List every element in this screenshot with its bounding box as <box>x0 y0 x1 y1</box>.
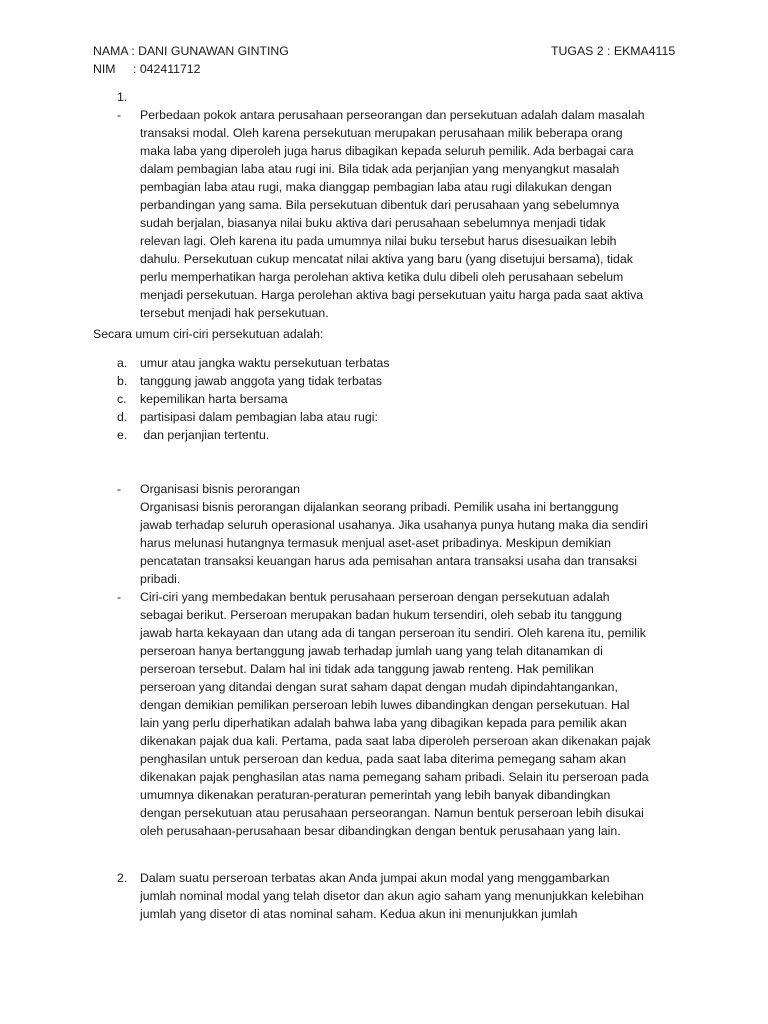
paragraph-line: pencatatan transaksi keuangan harus ada pemisahan antara transaksi usaha dan transaksi <box>140 554 637 568</box>
bullet-3-marker: - <box>117 590 122 604</box>
list-item-text: umur atau jangka waktu persekutuan terbatas <box>140 356 390 370</box>
question-2-number: 2. <box>117 871 128 885</box>
list-item-text: kepemilikan harta bersama <box>140 392 288 406</box>
paragraph-line: tersebut menjadi hak persekutuan. <box>140 306 329 320</box>
list-item-text: partisipasi dalam pembagian laba atau rugi: <box>140 410 378 424</box>
paragraph-line: perlu memperhatikan harga perolehan aktiva ketika dulu dibeli oleh perusahaan sebelum <box>140 270 624 284</box>
paragraph-line: lain yang perlu diperhatikan adalah bahwa laba yang dibagikan kepada para pemilik akan <box>140 716 627 730</box>
paragraph-line: dalam pembagian laba atau rugi ini. Bila tidak ada perjanjian yang menyangkut masalah <box>140 162 620 176</box>
paragraph-line: oleh perusahaan-perusahaan besar dibandingkan dengan bentuk perusahaan yang lain. <box>140 824 621 838</box>
paragraph-line: umumnya dikenakan peraturan-peraturan pemerintah yang lebih banyak dibandingkan <box>140 788 611 802</box>
paragraph-line: Ciri-ciri yang membedakan bentuk perusahaan perseroan dengan persekutuan adalah <box>140 590 610 604</box>
paragraph-line: menjadi persekutuan. Harga perolehan aktiva bagi persekutuan yaitu harga pada saat aktiva <box>140 288 644 302</box>
paragraph-line: perseroan hanya bertanggung jawab terhadap jumlah uang yang telah ditanamkan di <box>140 644 603 658</box>
paragraph-line: pribadi. <box>140 572 181 586</box>
bullet-1-marker: - <box>117 108 122 122</box>
paragraph-line: penghasilan untuk perseroan dan kedua, pada saat laba diterima pemegang saham akan <box>140 752 627 766</box>
paragraph-line: perseroan tersebut. Dalam hal ini tidak ada tanggung jawab renteng. Hak pemilikan <box>140 662 594 676</box>
paragraph-line: harus melunasi hutangnya termasuk menjual aset-aset pribadinya. Meskipun demikian <box>140 536 611 550</box>
paragraph-line: jawab harta kekayaan dan utang ada di tangan perseroan itu sendiri. Oleh karena itu, pemilik <box>140 626 646 640</box>
ciri-intro: Secara umum ciri-ciri persekutuan adalah: <box>93 327 324 341</box>
student-name: NAMA : DANI GUNAWAN GINTING <box>93 44 289 58</box>
task-title: TUGAS 2 : EKMA4115 <box>551 44 676 58</box>
paragraph-line: Dalam suatu perseroan terbatas akan Anda jumpai akun modal yang menggambarkan <box>140 871 610 885</box>
paragraph-line: dahulu. Persekutuan cukup mencatat nilai aktiva yang baru (yang disetujui bersama), tidak <box>140 252 633 266</box>
paragraph-line: Perbedaan pokok antara perusahaan perseorangan dan persekutuan adalah dalam masalah <box>140 108 645 122</box>
list-item-marker: d. <box>117 410 128 424</box>
list-item-text: dan perjanjian tertentu. <box>140 428 270 442</box>
list-item-marker: e. <box>117 428 128 442</box>
list-item-marker: b. <box>117 374 128 388</box>
paragraph-line: maka laba yang diperoleh juga harus dibagikan kepada seluruh pemilik. Ada berbagai cara <box>140 144 634 158</box>
paragraph-line: perseroan yang ditandai dengan surat saham dapat dengan mudah dipindahtangankan, <box>140 680 618 694</box>
list-item-text: tanggung jawab anggota yang tidak terbatas <box>140 374 383 388</box>
paragraph-line: transaksi modal. Oleh karena persekutuan merupakan perusahaan milik beberapa orang <box>140 126 623 140</box>
paragraph-line: relevan lagi. Oleh karena itu pada umumnya nilai buku tersebut harus disesuaikan lebih <box>140 234 617 248</box>
bullet-2-title: Organisasi bisnis perorangan <box>140 482 300 496</box>
paragraph-line: perbandingan yang sama. Bila persekutuan dibentuk dari perusahaan yang sebelumnya <box>140 198 620 212</box>
paragraph-line: Organisasi bisnis perorangan dijalankan seorang pribadi. Pemilik usaha ini bertanggung <box>140 500 619 514</box>
paragraph-line: sebagai berikut. Perseroan merupakan badan hukum tersendiri, oleh sebab itu tanggung <box>140 608 622 622</box>
nim-value: : 042411712 <box>133 62 201 76</box>
paragraph-line: sudah berjalan, biasanya nilai buku aktiva dari perusahaan sebelumnya menjadi tidak <box>140 216 606 230</box>
paragraph-line: jumlah yang disetor di atas nominal saham. Kedua akun ini menunjukkan jumlah <box>140 907 578 921</box>
list-item-marker: c. <box>117 392 127 406</box>
paragraph-line: dengan persekutuan atau perusahaan perseorangan. Namun bentuk perseroan lebih disukai <box>140 806 644 820</box>
question-1-number: 1. <box>117 90 128 104</box>
paragraph-line: dengan demikian pemilikan perseroan lebih luwes dibandingkan dengan persekutuan. Hal <box>140 698 630 712</box>
nim-label: NIM <box>93 62 116 76</box>
paragraph-line: jawab terhadap seluruh operasional usahanya. Jika usahanya punya hutang maka dia sendiri <box>140 518 648 532</box>
paragraph-line: jumlah nominal modal yang telah disetor dan akun agio saham yang menunjukkan kelebihan <box>140 889 644 903</box>
paragraph-line: dikenakan pajak dua kali. Pertama, pada saat laba diperoleh perseroan akan dikenakan pajak <box>140 734 651 748</box>
list-item-marker: a. <box>117 356 128 370</box>
bullet-2-marker: - <box>117 482 122 496</box>
paragraph-line: dikenakan pajak penghasilan atas nama pemegang saham pribadi. Selain itu perseroan pada <box>140 770 649 784</box>
paragraph-line: pembagian laba atau rugi, maka dianggap pembagian laba atau rugi dilakukan dengan <box>140 180 612 194</box>
